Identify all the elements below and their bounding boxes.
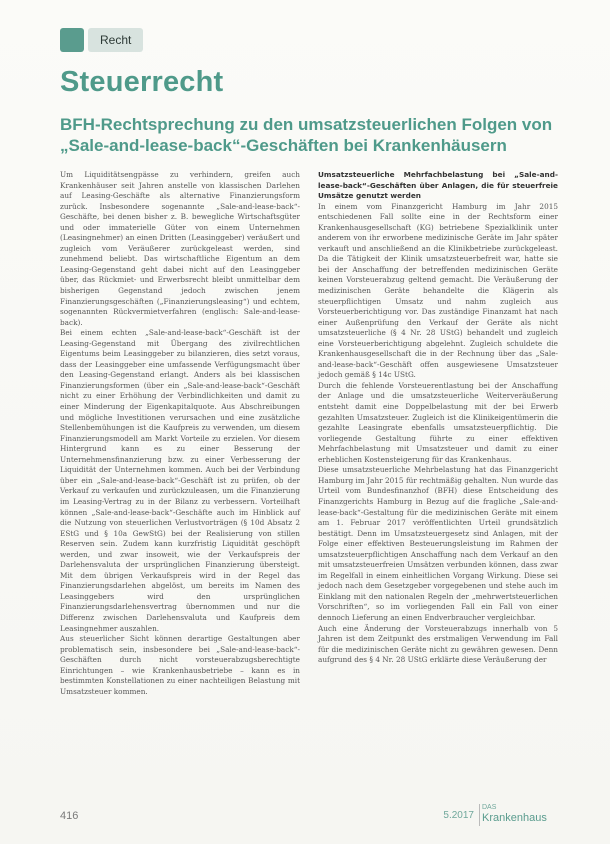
- logo-name: Krankenhaus: [482, 812, 547, 824]
- left-text-column: [60, 170, 300, 697]
- body-paragraph: In einem vom Finanzgericht Hamburg im Jahr 2015 entschiedenen Fall sollte eine in der Rechtsform einer Krankenhausgesellschaft (KG) betriebene Spezialklinik unter anderem von ihr erworbene medizinische Geräte im Jahr später verkauft und anschließend an die Klinikbetriebe zurückgeleast. Da die Tätigkeit der Klinik umsatzsteuerbefreit war, hatte sie bei der Anschaffung der betreffenden medizinischen Geräte keinen Vorsteuerabzug geltend gemacht. Die Veräußerung der medizinischen Geräte behandelte die Klägerin als steuerpflichtigen Umsatz und nahm zugleich aus Vorsteuerberichtigung vor. Das zuständige Finanzamt hat nach einer Außenprüfung den Verkauf der Geräte als nicht umsatzsteuerliche (§ 4 Nr. 28 UStG) behandelt und zugleich eine Vorsteuerberichtigung abgelehnt. Zugleich schuldete die Krankenhausgesellschaft die in der Rechnung über das „Sale-and-lease-back“-Geschäft offen ausgewiesene Umsatzsteuer jedoch gemäß § 14c UStG.: [318, 201, 558, 380]
- right-text-column: [318, 170, 558, 666]
- page-footer: [60, 800, 570, 826]
- section-color-marker: [60, 28, 84, 52]
- article-subtitle: BFH-Rechtsprechung zu den umsatzsteuerlichen Folgen von „Sale-and-lease-back“-Geschäften bei Krankenhäusern: [60, 115, 553, 155]
- section-label: Recht: [88, 28, 143, 52]
- section-tag: [60, 28, 143, 52]
- article-title: Steuerrecht: [60, 66, 224, 98]
- body-paragraph: Um Liquiditätsengpässe zu verhindern, greifen auch Krankenhäuser seit Jahren anstelle von klassischen Darlehen auf Leasing-Geschäfte als alternative Finanzierungsform zurück. Insbesondere sogenannte „Sale-and-lease-back“-Geschäfte, bei denen bisher z. B. bewegliche Wirtschaftsgüter und oder immaterielle Güter von einem Unternehmen (Leasingnehmer) an einen Dritten (Leasinggeber) veräußert und zugleich vom Veräußerer zurückgeleast werden, sind zunehmend beliebt. Das wirtschaftliche Eigentum an dem Leasing-Gegenstand geht dabei nicht auf den Leasinggeber über, das Rückmiet- und Erwerbsrecht bleibt unmittelbar dem bisherigen Gegenstand jedoch zwischen jenem Finanzierungsgeschäften („Finanzierungsleasing“) und echtem, sogenannten Rückvermietverfahren (englisch: Sale-and-lease-back).: [60, 170, 300, 327]
- issue-number: 5.2017: [443, 810, 474, 821]
- section-heading: Umsatzsteuerliche Mehrfachbelastung bei „Sale-and-lease-back“-Geschäften über Anlagen, die für steuerfreie Umsätze genutzt werden: [318, 170, 558, 201]
- body-paragraph: Bei einem echten „Sale-and-lease-back“-Geschäft ist der Leasing-Gegenstand mit Übergang des zivilrechtlichen Eigentums beim Leasinggeber zu bilanzieren, dies setzt voraus, dass der Leasinggeber eine umfassende Verfügungsmacht über den Leasing-Gegenstand erlangt. Anders als bei klassischen Finanzierungsformen (über ein „Sale-and-lease-back“-Geschäft nicht zu einer Erhöhung der Verbindlichkeiten und damit zu einer Minderung der Eigenkapitalquote. Aus Abschreibungen und mögliche Investitionen verursachen und eine zusätzliche Stellenbemühungen ist die Kaufpreis zu verwenden, um diesem Finanzierungsmodell am Markt Vorteile zu erzielen. Vor diesem Hintergrund kann es zu einer Besserung der Unternehmensfinanzierung bzw. zu einer Verbesserung der Liquidität der Unternehmen kommen. Auch bei der Verbindung über ein „Sale-and-lease-back“-Geschäft ist zu prüfen, ob der Verkauf zu verkaufen und zurückzuleasen, um die Finanzierung im Leasing-Vertrag zu in der Bilanz zu verbessern. Vorteilhaft können „Sale-and-lease-back“-Geschäfte auch im Hinblick auf die Nutzung von steuerlichen Verlustvorträgen (§ 10d Absatz 2 EStG und § 10a GewStG) bei der Realisierung von stillen Reserven sein. Zudem kann kurzfristig Liquidität geschöpft werden, und zwar insoweit, wie der Verkaufspreis der Darlehensvaluta der ursprünglichen Finanzierung übersteigt. Mit dem übrigen Verkaufspreis wird in der Regel das Finanzierungsdarlehen abgelöst, um bereits im Namen des Leasinggebers wird den ursprünglichen Finanzierungsdarlehensvertrag übernommen und nur die Differenz zwischen Darlehensvaluta und Kaufpreis dem Leasingnehmer auszahlen.: [60, 328, 300, 633]
- footer-divider: [479, 804, 480, 826]
- body-paragraph: Durch die fehlende Vorsteuerentlastung bei der Anschaffung der Anlage und die umsatzsteuerliche Weiterveräußerung entsteht damit eine Doppelbelastung mit der bei Erwerb gezahlten Umsatzsteuer. Zugleich ist die Klinikeigentümerin die gezahlte Leasingrate ebenfalls umsatzsteuerpflichtig. Die vorliegende Gestaltung führte zu einer effektiven Mehrfachbelastung mit Umsatzsteuer und damit zu einer erheblichen Kostensteigerung für das Krankenhaus.: [318, 380, 558, 464]
- body-paragraph: Auch eine Änderung der Vorsteuerabzugs innerhalb von 5 Jahren ist dem Zeitpunkt des erstmaligen Verwendung im Fall für die medizinischen Geräte nicht zu gewähren gewesen. Denn aufgrund des § 4 Nr. 28 UStG erklärte diese Veräußerung der: [318, 623, 558, 665]
- body-paragraph: Diese umsatzsteuerliche Mehrbelastung hat das Finanzgericht Hamburg im Jahr 2015 für rechtmäßig gehalten. Nun wurde das Urteil vom Bundesfinanzhof (BFH) diese Entscheidung des Finanzgerichts Hamburg in Bezug auf die fragliche „Sale-and-lease-back“-Gestaltung für die medizinischen Geräte mit einem am 1. Februar 2017 veröffentlichten Urteil grundsätzlich bestätigt. Denn im Umsatzsteuergesetz sind Anlagen, mit der Folge einer effektiven Besteuerungsleistung im Rahmen der umsatzsteuerpflichtigen Anschaffung nach dem Verkauf an den mit umsatzsteuerfreien Umsätzen verbunden können, dass zwar im Regelfall in einem einheitlichen Vorgang Wirkung. Diese sei jedoch nach dem Gesetzgeber vorgegebenen und stehe auch im Einklang mit den nationalen Regeln der „mehrwertsteuerlichen Vorschriften“, so im vorliegenden Fall ein Fall von einer dennoch Lieferung an einen Endverbraucher vergleichbar.: [318, 465, 558, 622]
- magazine-logo: [482, 802, 547, 824]
- page-number: 416: [60, 810, 79, 822]
- body-paragraph: Aus steuerlicher Sicht können derartige Gestaltungen aber problematisch sein, insbesondere bei „Sale-and-lease-back“-Geschäften durch nicht vorsteuerabzugsberechtigte Einrichtungen – wie Krankenhausbetriebe – kann es in bestimmten Konstellationen zu einer nachteiligen Belastung mit Umsatzsteuer kommen.: [60, 634, 300, 696]
- logo-prefix: DAS: [482, 804, 497, 811]
